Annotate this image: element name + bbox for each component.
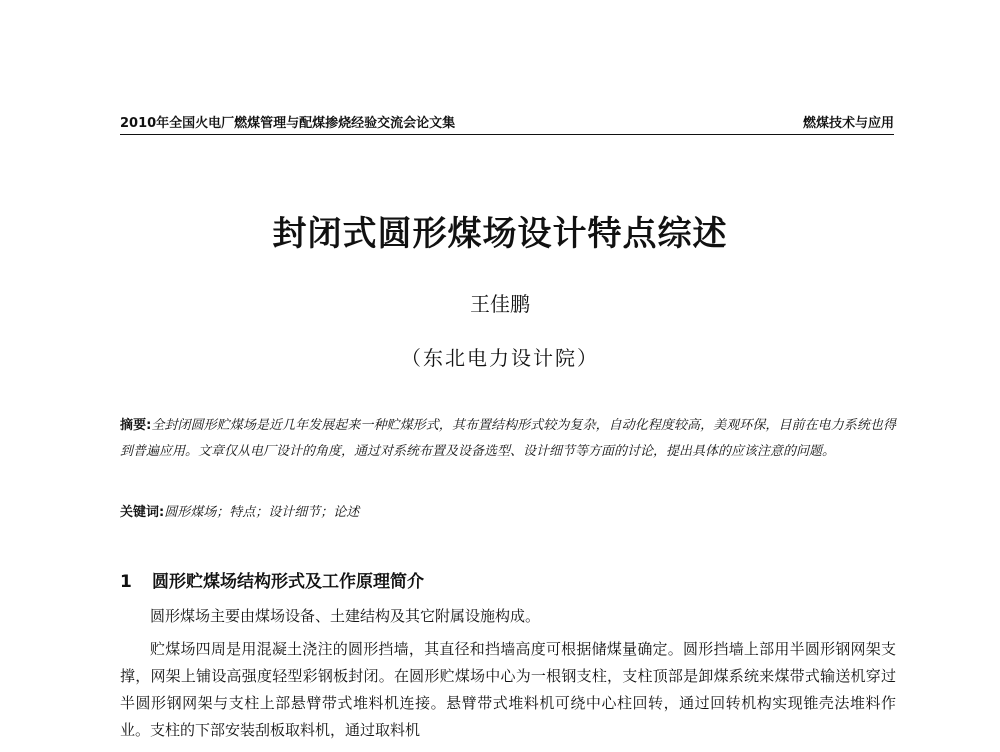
header-proceedings-title: 2010年全国火电厂燃煤管理与配煤掺烧经验交流会论文集: [120, 116, 456, 131]
body-paragraph: 贮煤场四周是用混凝土浇注的圆形挡墙，其直径和挡墙高度可根据储煤量确定。圆形挡墙上部用半圆形钢网架支撑，网架上铺设高强度轻型彩钢板封闭。在圆形贮煤场中心为一根钢支柱，支柱顶部是卸煤系统来煤带式输送机穿过半圆形钢网架与支柱上部悬臂带式堆料机连接。悬臂带式堆料机可绕中心柱回转，通过回转机构实现锥壳法堆料作业。支柱的下部安装刮板取料机，通过取料机: [120, 640, 896, 739]
keywords-text: 圆形煤场；特点；设计细节；论述: [164, 505, 360, 520]
abstract: [120, 413, 896, 465]
section-title: 圆形贮煤场结构形式及工作原理简介: [152, 572, 424, 592]
abstract-text: 全封闭圆形贮煤场是近几年发展起来一种贮煤形式，其布置结构形式较为复杂，自动化程度较高，美观环保，目前在电力系统也得到普遍应用。文章仅从电厂设计的角度，通过对系统布置及设备选型、设计细节等方面的讨论，提出具体的应该注意的问题。: [120, 418, 896, 459]
keywords: [120, 500, 896, 526]
paper-affiliation: （东北电力设计院）: [401, 346, 599, 370]
section-body: [120, 603, 896, 744]
body-paragraph: 圆形煤场主要由煤场设备、土建结构及其它附属设施构成。: [150, 607, 541, 625]
abstract-label: 摘要:: [120, 418, 152, 433]
section-number: 1: [120, 572, 132, 592]
section-heading: [120, 567, 424, 592]
paper-author: 王佳鹏: [470, 292, 530, 316]
header-section-name: 燃煤技术与应用: [802, 116, 894, 131]
keywords-label: 关键词:: [120, 505, 165, 520]
paper-title: 封闭式圆形煤场设计特点综述: [272, 214, 728, 254]
running-header: [120, 112, 894, 135]
